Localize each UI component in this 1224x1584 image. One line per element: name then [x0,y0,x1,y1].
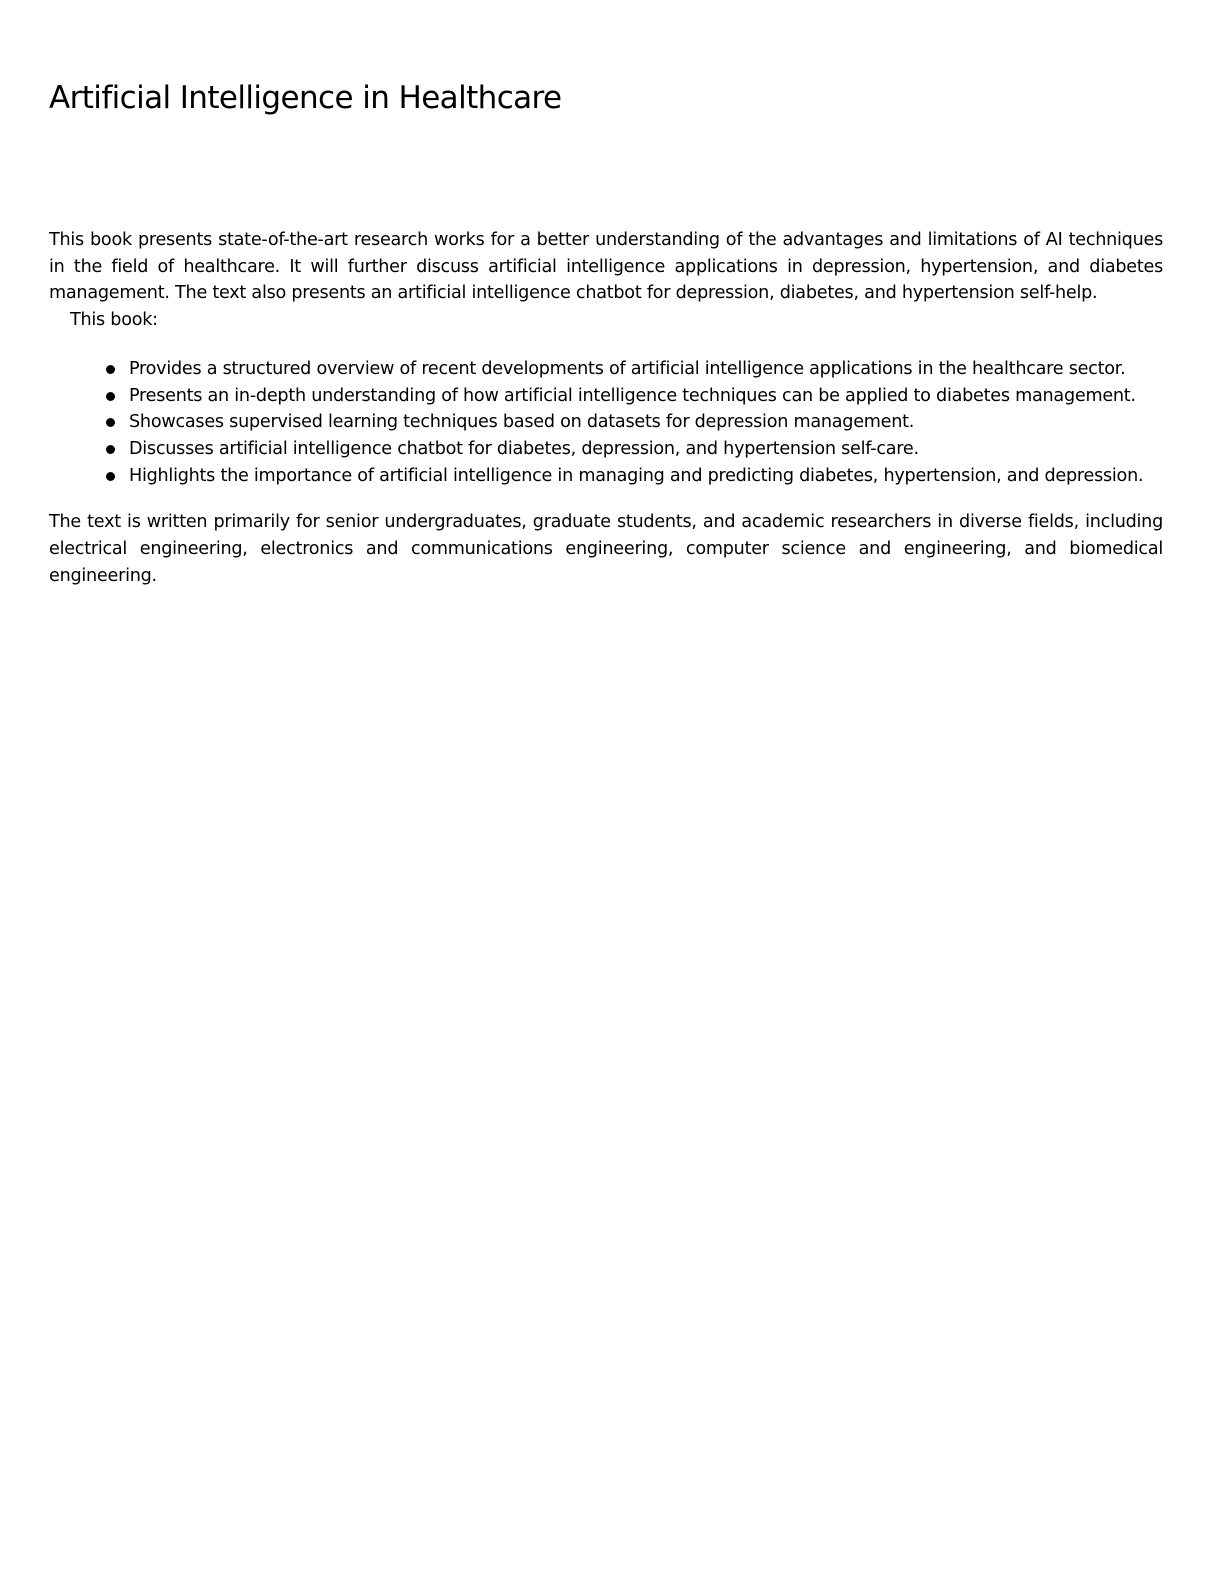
feature-list [49,356,1163,490]
closing-paragraph: The text is written primarily for senior undergraduates, graduate students, and academic researchers in diverse fields, including electrical engineering, electronics and communications engineering, computer science and engineering, and biomedical engineering. [49,512,1163,586]
bullet-icon [106,418,115,427]
list-item-text: Discusses artificial intelligence chatbot for diabetes, depression, and hypertension self-care. [129,438,919,459]
list-item [129,409,1163,436]
bullet-icon [106,392,115,401]
list-item [129,463,1163,490]
list-item [129,436,1163,463]
list-item-text: Provides a structured overview of recent developments of artificial intelligence applications in the healthcare sector. [129,358,1126,379]
intro-paragraph: This book presents state-of-the-art research works for a better understanding of the advantages and limitations of AI techniques in the field of healthcare. It will further discuss artificial intelligence applications in depression, hypertension, and diabetes management. The text also presents an artificial intelligence chatbot for depression, diabetes, and hypertension self-help. [49,230,1163,304]
list-item-text: Highlights the importance of artificial intelligence in managing and predicting diabetes, hypertension, and depression. [129,465,1144,486]
list-intro: This book: [70,310,158,331]
document-title: Artificial Intelligence in Healthcare [49,80,562,116]
list-item [129,356,1163,383]
bullet-icon [106,445,115,454]
list-item [129,383,1163,410]
bullet-icon [106,365,115,374]
document-body [49,227,1163,589]
bullet-icon [106,472,115,481]
list-item-text: Showcases supervised learning techniques based on datasets for depression management. [129,412,915,433]
list-item-text: Presents an in-depth understanding of how artificial intelligence techniques can be applied to diabetes management. [129,385,1136,406]
